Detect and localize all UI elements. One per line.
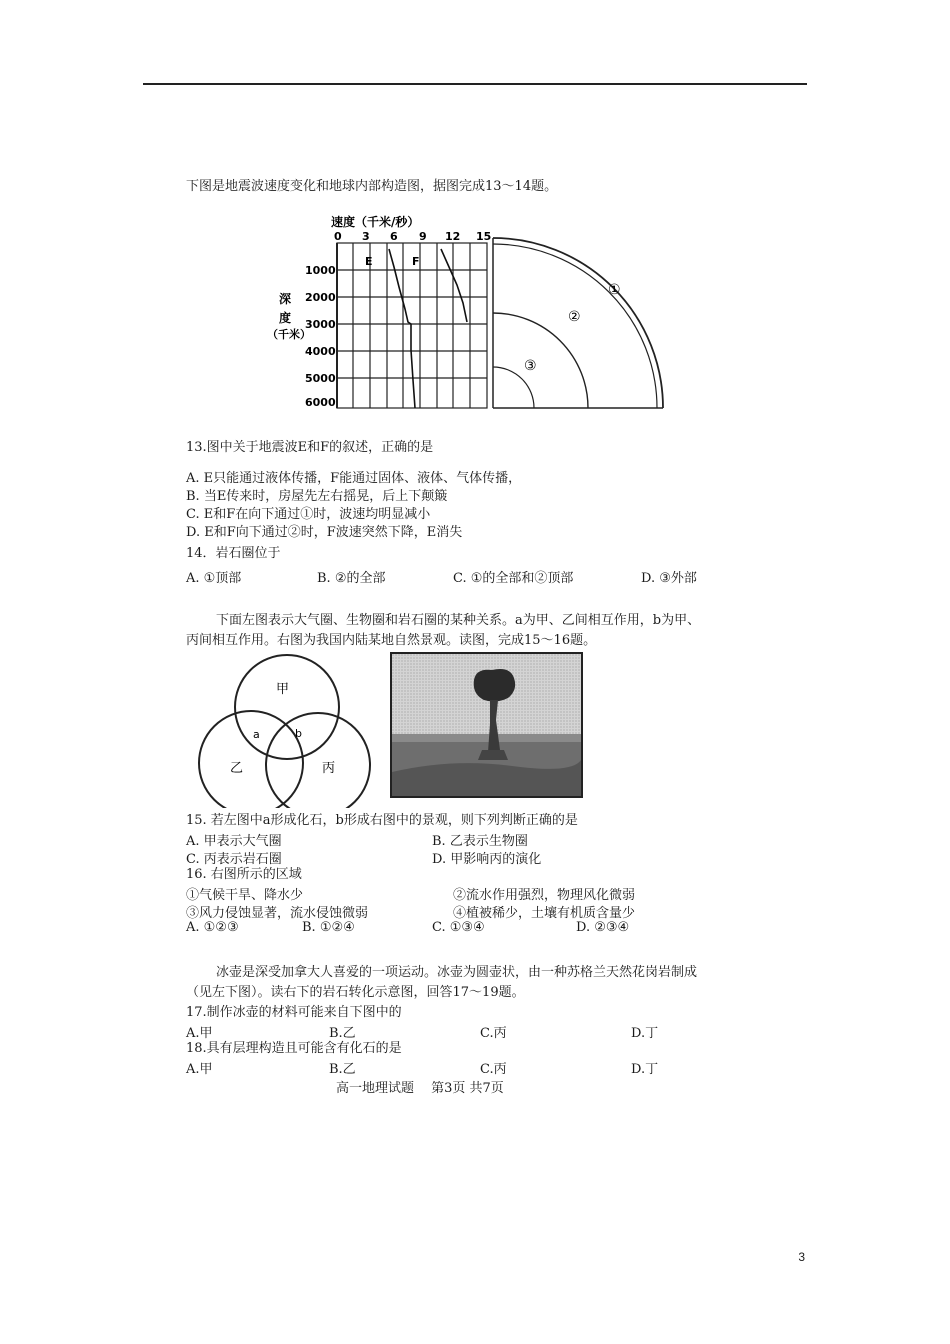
q14-option-c: C. ①的全部和②顶部 bbox=[453, 571, 574, 586]
q15-stem: 15. 若左图中a形成化石，b形成右图中的景观，则下列判断正确的是 bbox=[186, 813, 578, 828]
y-tick-4000: 4000 bbox=[305, 345, 336, 358]
speed-axis-label bbox=[331, 214, 419, 229]
wave-e-curve bbox=[389, 249, 415, 408]
page-footer: 高一地理试题 第3页 共7页 bbox=[336, 1081, 504, 1096]
venn-label-yi: 乙 bbox=[230, 761, 244, 776]
x-tick-9: 9 bbox=[419, 230, 427, 243]
q18-option-c: C.丙 bbox=[480, 1062, 507, 1077]
q15-option-b: B. 乙表示生物圈 bbox=[432, 834, 528, 849]
q17-stem: 17.制作冰壶的材料可能来自下图中的 bbox=[186, 1005, 402, 1020]
q17-option-d: D.丁 bbox=[631, 1026, 659, 1041]
header-rule bbox=[143, 83, 807, 85]
layer-2-label: ② bbox=[568, 309, 581, 325]
speed-axis-label-text: 速度（千米/秒） bbox=[331, 215, 420, 229]
y-tick-3000: 3000 bbox=[305, 318, 336, 331]
mushroom-rock-image bbox=[392, 654, 581, 796]
q15-option-a: A. 甲表示大气圈 bbox=[186, 834, 282, 849]
depth-label-char-1: 深 bbox=[279, 292, 292, 306]
q17-option-b: B.乙 bbox=[329, 1026, 356, 1041]
q15-option-d: D. 甲影响丙的演化 bbox=[432, 852, 542, 867]
q17-option-c: C.丙 bbox=[480, 1026, 507, 1041]
x-tick-6: 6 bbox=[390, 230, 398, 243]
venn-label-jia: 甲 bbox=[276, 682, 290, 697]
q13-option-b: B. 当E传来时，房屋先左右摇晃，后上下颠簸 bbox=[186, 489, 448, 504]
intro-17-19-line1: 冰壶是深受加拿大人喜爱的一项运动。冰壶为圆壶状，由一种苏格兰天然花岗岩制成 bbox=[216, 965, 698, 980]
q13-stem: 13.图中关于地震波E和F的叙述，正确的是 bbox=[186, 440, 434, 455]
q18-stem: 18.具有层理构造且可能含有化石的是 bbox=[186, 1041, 402, 1056]
venn-label-bing: 丙 bbox=[322, 761, 336, 776]
y-tick-5000: 5000 bbox=[305, 372, 336, 385]
q13-option-a: A. E只能通过液体传播，F能通过固体、液体、气体传播， bbox=[186, 471, 522, 486]
q16-option-b: B. ①②④ bbox=[302, 920, 355, 935]
seismic-wave-figure bbox=[265, 205, 665, 415]
page-number: 3 bbox=[798, 1250, 805, 1264]
q16-option-a: A. ①②③ bbox=[186, 920, 239, 935]
q13-option-c: C. E和F在向下通过①时，波速均明显减小 bbox=[186, 507, 431, 522]
q14-option-d: D. ③外部 bbox=[641, 571, 697, 586]
q16-statement-1: ①气候干旱、降水少 bbox=[186, 888, 304, 903]
q16-stem: 16. 右图所示的区域 bbox=[186, 867, 302, 882]
depth-label-unit: （千米） bbox=[267, 328, 311, 341]
intro-15-16-line2: 丙间相互作用。右图为我国内陆某地自然景观。读图，完成15～16题。 bbox=[186, 633, 597, 648]
q13-option-d: D. E和F向下通过②时，F波速突然下降，E消失 bbox=[186, 525, 463, 540]
q17-option-a: A.甲 bbox=[186, 1026, 213, 1041]
q16-option-d: D. ②③④ bbox=[576, 920, 630, 935]
venn-label-b: b bbox=[295, 727, 302, 740]
wave-e-label: E bbox=[365, 255, 373, 268]
spheres-venn-diagram bbox=[190, 652, 380, 808]
venn-circle-jia bbox=[235, 655, 339, 759]
y-tick-6000: 6000 bbox=[305, 396, 336, 409]
layer-3-label: ③ bbox=[524, 358, 537, 374]
q14-option-b: B. ②的全部 bbox=[317, 571, 386, 586]
x-tick-12: 12 bbox=[445, 230, 461, 243]
wave-f-label: F bbox=[412, 255, 420, 268]
venn-label-a: a bbox=[253, 728, 260, 741]
venn-circle-bing bbox=[266, 713, 370, 808]
layer-1-label: ① bbox=[608, 282, 621, 298]
intro-13-14: 下图是地震波速度变化和地球内部构造图，据图完成13～14题。 bbox=[186, 179, 558, 194]
q14-option-a: A. ①顶部 bbox=[186, 571, 242, 586]
x-tick-3: 3 bbox=[362, 230, 370, 243]
intro-15-16-line1: 下面左图表示大气圈、生物圈和岩石圈的某种关系。a为甲、乙间相互作用，b为甲、 bbox=[216, 613, 701, 628]
intro-17-19-line2: （见左下图）。读右下的岩石转化示意图，回答17～19题。 bbox=[186, 985, 525, 1000]
q16-statement-4: ④植被稀少，土壤有机质含量少 bbox=[453, 906, 636, 921]
q16-statement-2: ②流水作用强烈，物理风化微弱 bbox=[453, 888, 636, 903]
landscape-photo bbox=[390, 652, 583, 798]
q18-option-d: D.丁 bbox=[631, 1062, 659, 1077]
x-tick-0: 0 bbox=[334, 230, 342, 243]
q16-option-c: C. ①③④ bbox=[432, 920, 485, 935]
depth-label-char-2: 度 bbox=[279, 311, 292, 325]
q16-statement-3: ③风力侵蚀显著，流水侵蚀微弱 bbox=[186, 906, 369, 921]
q18-option-b: B.乙 bbox=[329, 1062, 356, 1077]
q15-option-c: C. 丙表示岩石圈 bbox=[186, 852, 282, 867]
q18-option-a: A.甲 bbox=[186, 1062, 213, 1077]
y-tick-1000: 1000 bbox=[305, 264, 336, 277]
q14-stem: 14．岩石圈位于 bbox=[186, 546, 281, 561]
x-tick-15: 15 bbox=[476, 230, 492, 243]
wave-f-curve bbox=[441, 249, 467, 322]
x-tick-labels bbox=[334, 230, 491, 243]
y-tick-2000: 2000 bbox=[305, 291, 336, 304]
